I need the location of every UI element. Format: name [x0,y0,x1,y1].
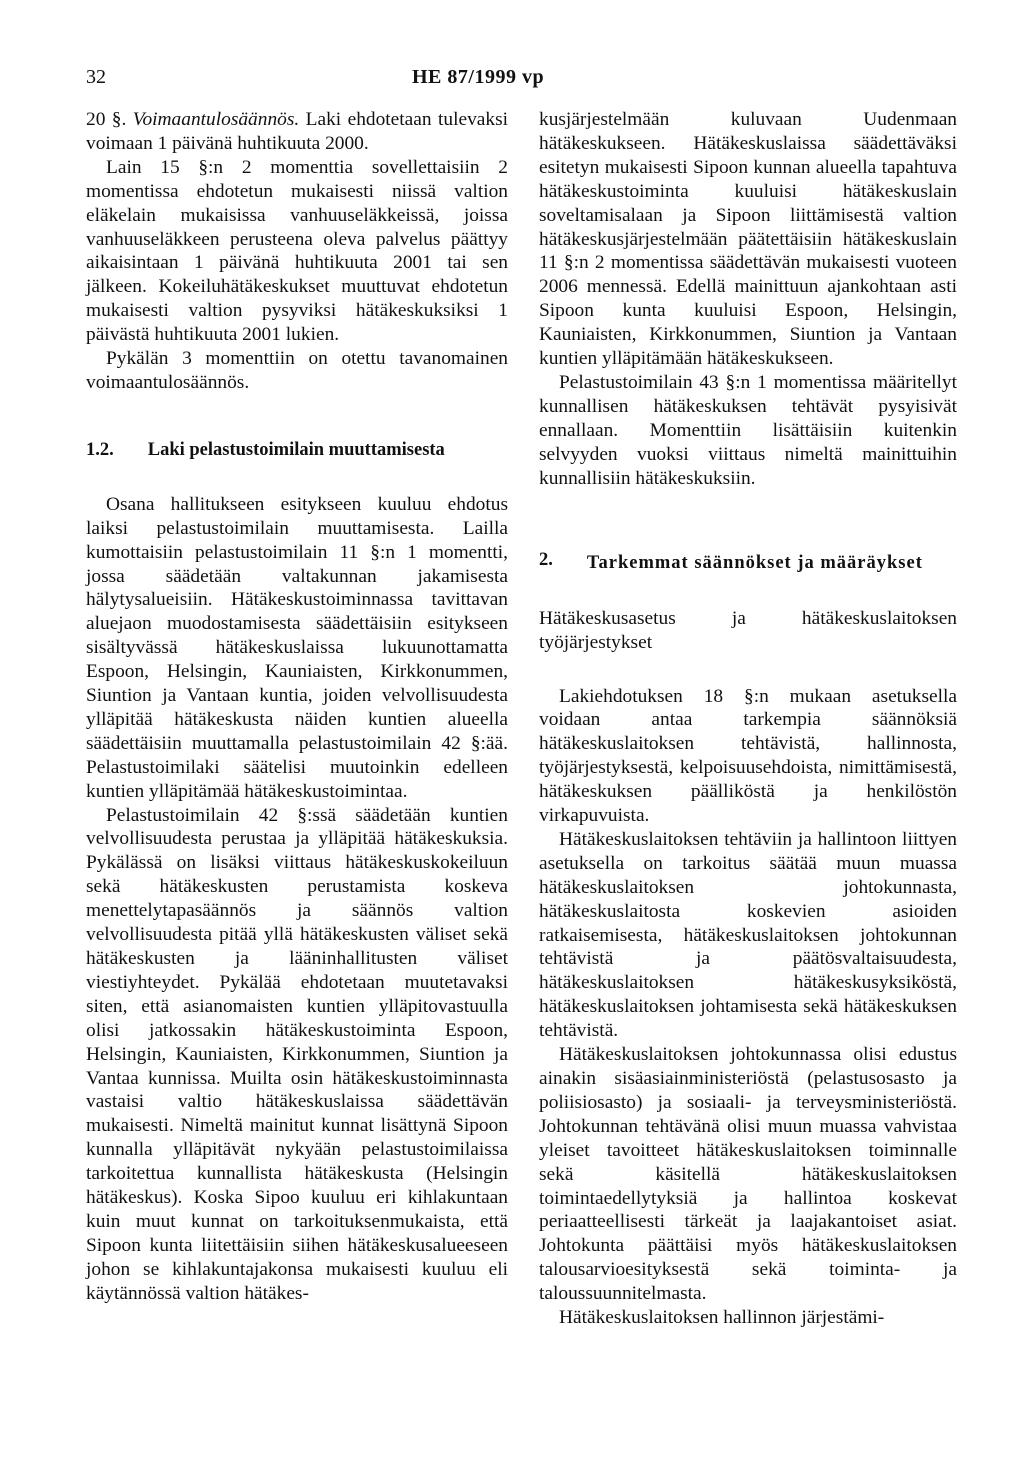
body-paragraph: Pelastustoimilain 43 §:n 1 momentissa määritellyt kunnallisen hätäkeskuksen tehtävät pysyisivät ennallaan. Momenttiin lisättäisiin kuitenkin selvyyden vuoksi viittaus nimeltä mainittuihin kunnallisiin hätäkeskuksiin. [539,371,957,489]
section-number: 1.2. [86,439,114,460]
section-20-paragraph [86,108,508,156]
section-20-title: Voimaantulosäännös. [132,109,300,130]
right-column [539,108,957,1330]
page-number: 32 [86,66,106,88]
section-heading [86,439,508,463]
body-paragraph: kusjärjestelmään kuluvaan Uudenmaan hätäkeskukseen. Hätäkeskuslaissa säädettäväksi esitetyn mukaisesti Sipoon kunnan alueella tapahtuva hätäkeskustoiminta kuuluisi hätäkeskuslain soveltamisalaan ja Sipoon liittämisestä valtion hätäkeskusjärjestelmään päätettäisiin hätäkeskuslain 11 §:n 2 momentissa säädettävän mukaisesti vuoteen 2006 mennessä. Edellä mainittuun ajankohtaan asti Sipoon kunta kuuluisi Espoon, Helsingin, Kauniaisten, Kirkkonummen, Siuntion ja Vantaan kuntien ylläpitämään hätäkeskukseen. [539,109,957,370]
body-paragraph: Hätäkeskuslaitoksen tehtäviin ja hallintoon liittyen asetuksella on tarkoitus säätää muun muassa hätäkeskuslaitoksen johtokunnasta, hätäkeskuslaitosta koskevien asioiden ratkaisemisesta, hätäkeskuslaitoksen johtokunnan tehtävistä ja päätösvaltaisuudesta, hätäkeskuslaitoksen hätäkeskusyksiköstä, hätäkeskuslaitoksen johtamisesta sekä hätäkeskuksen tehtävistä. [539,828,957,1042]
body-paragraph: Lakiehdotuksen 18 §:n mukaan asetuksella voidaan antaa tarkempia säännöksiä hätäkeskuslaitoksen tehtävistä, hallinnosta, työjärjestyksestä, kelpoisuusehdoista, nimittämisestä, hätäkeskuksen päälliköstä ja henkilöstön virkapuvuista. [539,685,957,827]
body-paragraph: Hätäkeskuslaitoksen hallinnon järjestämi- [559,1307,885,1329]
section-title: Tarkemmat säännökset ja määräykset [586,552,923,573]
body-paragraph: Pykälän 3 momenttiin on otettu tavanomainen voimaantulosäännös. [86,348,508,393]
subheading: Hätäkeskusasetus ja hätäkeskuslaitoksen työjärjestykset [539,607,957,653]
left-column [86,108,508,1306]
body-paragraph: Pelastustoimilain 42 §:ssä säädetään kuntien velvollisuudesta perustaa ja ylläpitää hätäkeskuksia. Pykälässä on lisäksi viittaus hätäkeskuskokeiluun sekä hätäkeskusten perustamista koskeva menettelytapasäännös ja säännös valtion velvollisuudesta pitää yllä hätäkeskusten väliset sekä hätäkeskusten ja lääninhallitusten väliset viestiyhteydet. Pykälää ehdotetaan muutetavaksi siten, että asianomaisten kuntien ylläpitovastuulla olisi jatkossakin hätäkeskustoiminta Espoon, Helsingin, Kauniaisten, Kirkkonummen, Siuntion ja Vantaa kunnissa. Muilta osin hätäkeskustoiminnasta vastaisi valtio hätäkeskuslaissa säädettävän mukaisesti. Nimeltä mainitut kunnat lisättynä Sipoon kunnalla ylläpitävät nykyään pelastustoimilaissa tarkoitettua kunnallista hätäkeskusta (Helsingin hätäkeskus). Koska Sipoo kuuluu eri kihlakuntaan kuin muut kunnat on tarkoituksenmukaista, että Sipoon kunta liitettäisiin siihen hätäkeskusalueeseen johon se kihlakuntajakonsa mukaisesti kuuluu eli käytännössä valtion hätäkes- [86,804,508,1304]
section-heading [539,549,957,577]
document-id: HE 87/1999 vp [412,66,545,88]
section-20-text: Laki ehdotetaan tulevaksi voimaan 1 päivänä huhtikuuta 2000. [86,109,509,154]
section-number: 2. [539,549,553,570]
body-paragraph: Lain 15 §:n 2 momenttia sovellettaisiin 2 momentissa ehdotetun mukaisesti niissä valtion eläkelain mukaisissa vanhuuseläkkeissä, joissa vanhuuseläkkeen perusteena oleva palvelus päättyy aikaisintaan 1 päivänä huhtikuuta 2001 tai sen jälkeen. Kokeiluhätäkeskukset muuttuvat ehdotetun mukaisesti valtion pysyviksi hätäkeskuksiksi 1 päivästä huhtikuuta 2001 lukien. [86,156,508,346]
body-paragraph: Osana hallitukseen esitykseen kuuluu ehdotus laiksi pelastustoimilain muuttamisesta. Lailla kumottaisiin pelastustoimilain 11 §:n 1 momentti, jossa säädetään valtakunnan jakamisesta hälytysalueisiin. Hätäkeskustoiminnassa tavittavan aluejaon muodostamisesta säädettäisiin esitykseen sisältyvässä hätäkeskuslaissa lukuunottamatta Espoon, Helsingin, Kauniaisten, Kirkkonummen, Siuntion ja Vantaan kuntia, joiden velvollisuudesta ylläpitää hätäkeskusta näiden kuntien alueella säädettäisiin muuttamalla pelastustoimilain 42 §:ää. Pelastustoimilaki säätelisi muutoinkin edelleen kuntien ylläpitämää hätäkeskustoimintaa. [86,493,508,802]
section-title: Laki pelastustoimilain muuttamisesta [147,439,445,460]
body-paragraph: Hätäkeskuslaitoksen johtokunnassa olisi edustus ainakin sisäasiainministeriöstä (pelastusosasto ja poliisiosasto) ja sosiaali- ja terveysministeriöstä. Johtokunnan tehtävänä olisi muun muassa vahvistaa yleiset tavoitteet hätäkeskuslaitoksen toiminnalle sekä käsitellä hätäkeskuslaitoksen toimintaedellytyksiä ja hallintoa koskevat periaatteellisesti tärkeät ja laajakantoiset asiat. Johtokunta päättäisi myös hätäkeskuslaitoksen talousarvioesityksestä sekä toiminta- ja taloussuunnitelmasta. [539,1044,957,1305]
section-20-label: 20 §. [86,109,127,130]
